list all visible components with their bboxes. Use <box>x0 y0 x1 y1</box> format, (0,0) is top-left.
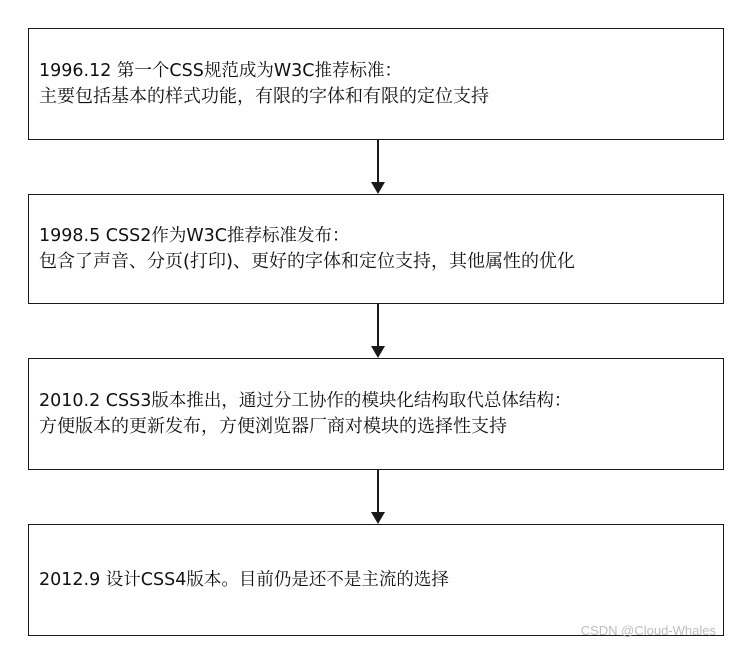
down-arrow-icon <box>368 140 388 194</box>
step-detail: 主要包括基本的样式功能，有限的字体和有限的定位支持 <box>39 86 489 107</box>
watermark-text: CSDN @Cloud-Whales <box>580 623 716 638</box>
step-detail: 方便版本的更新发布，方便浏览器厂商对模块的选择性支持 <box>39 416 507 437</box>
down-arrow-icon <box>368 470 388 524</box>
arrow-shaft <box>377 470 379 512</box>
step-detail: 包含了声音、分页(打印)、更好的字体和定位支持，其他属性的优化 <box>39 251 576 272</box>
step-box-2010 <box>28 358 724 470</box>
arrow-head <box>371 346 385 358</box>
step-title: 2012.9 设计CSS4版本。目前仍是还不是主流的选择 <box>39 569 449 590</box>
arrow-shaft <box>377 140 379 182</box>
step-title: 1998.5 CSS2作为W3C推荐标准发布： <box>39 226 350 246</box>
step-box-1998 <box>28 194 724 304</box>
step-box-2012 <box>28 524 724 636</box>
arrow-head <box>371 512 385 524</box>
down-arrow-icon <box>368 304 388 358</box>
step-title: 2010.2 CSS3版本推出，通过分工协作的模块化结构取代总体结构： <box>39 391 572 411</box>
arrow-shaft <box>377 304 379 346</box>
step-box-1996 <box>28 28 724 140</box>
step-title: 1996.12 第一个CSS规范成为W3C推荐标准： <box>39 61 403 81</box>
arrow-head <box>371 182 385 194</box>
